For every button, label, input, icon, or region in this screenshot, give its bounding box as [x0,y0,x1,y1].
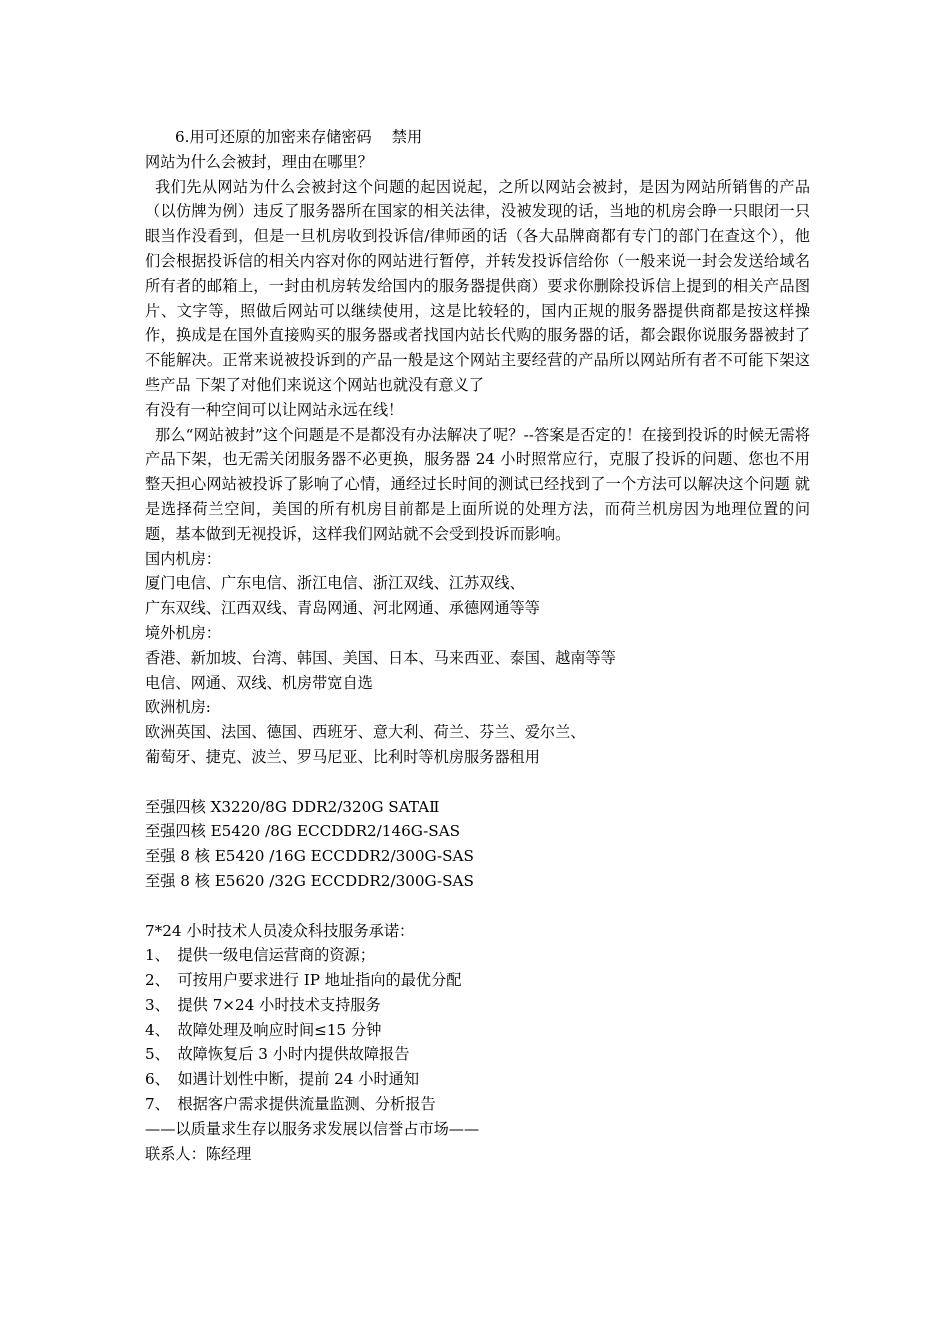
setting-line: 6.用可还原的加密来存储密码 禁用 [175,128,423,146]
domestic-datacenter-line: 广东双线、江西双线、青岛网通、河北网通、承德网通等等 [145,599,540,618]
service-promise-item: 1、 提供一级电信运营商的资源； [145,946,375,965]
slogan-line: ——以质量求生存以服务求发展以信誉占市场—— [145,1119,480,1138]
paragraph-why-blocked: 我们先从网站为什么会被封这个问题的起因说起，之所以网站会被封，是因为网站所销售的产品（以仿牌为例）违反了服务器所在国家的相关法律，没被发现的话，当地的机房会睁一只眼闭一只眼当作没看到，但是一旦机房收到投诉信/律师函的话（各大品牌商都有专门的部门在查这个），他们会根据投诉信的相关内容对你的网站进行暂停，并转发投诉信给你（一般来说一封会发送给域名所有者的邮箱上，一封由机房转发给国内的服务器提供商）要求你删除投诉信上提到的相关产品图片、文字等，照做后网站可以继续使用，这是比较轻的，国内正规的服务器提供商都是按这样操作，换成是在国外直接购买的服务器或者找国内站长代购的服务器的话，都会跟你说服务器被封了不能解决。正常来说被投诉到的产品一般是这个网站主要经营的产品所以网站所有者不可能下架这些产品 下架了对他们来说这个网站也就没有意义了 [145,177,810,394]
europe-datacenter-line: 葡萄牙、捷克、波兰、罗马尼亚、比利时等机房服务器租用 [145,747,540,766]
service-promise-item: 5、 故障恢复后 3 小时内提供故障报告 [145,1045,410,1064]
europe-datacenter-label: 欧洲机房: [145,698,211,717]
service-promise-item: 7、 根据客户需求提供流量监测、分析报告 [145,1095,436,1114]
server-spec-line: 至强四核 X3220/8G DDR2/320G SATAⅡ [145,797,440,816]
service-promise-item: 4、 故障处理及响应时间≤15 分钟 [145,1020,382,1039]
service-promise-item: 6、 如遇计划性中断，提前 24 小时通知 [145,1070,420,1089]
service-promise-item: 3、 提供 7×24 小时技术支持服务 [145,995,381,1014]
blank-line [145,770,810,795]
server-spec-line: 至强 8 核 E5620 /32G ECCDDR2/300G-SAS [145,871,474,890]
service-promise-title: 7*24 小时技术人员凌众科技服务承诺： [145,921,415,940]
server-spec-line: 至强四核 E5420 /8G ECCDDR2/146G-SAS [145,822,461,841]
section-title-why-blocked: 网站为什么会被封，理由在哪里？ [145,152,373,171]
paragraph-always-online: 那么“网站被封”这个问题是不是都没有办法解决了呢？--答案是否定的！在接到投诉的时候无需将产品下架，也无需关闭服务器不必更换，服务器 24 小时照常应行，克服了投诉的问题、您也不用整天担心网站被投诉了影响了心情，通经过长时间的测试已经找到了一个方法可以解决这个问题 就是选择荷兰空间，美国的所有机房目前都是上面所说的处理方法，而荷兰机房因为地理位置的问题，基本做到无视投诉，这样我们网站就不会受到投诉而影响。 [145,425,810,543]
europe-datacenter-line: 欧洲英国、法国、德国、西班牙、意大利、荷兰、芬兰、爱尔兰、 [145,723,586,742]
server-spec-line: 至强 8 核 E5420 /16G ECCDDR2/300G-SAS [145,847,474,866]
document-body [145,125,810,1166]
blank-line [145,894,810,919]
domestic-datacenter-label: 国内机房： [145,549,221,568]
service-promise-item: 2、 可按用户要求进行 IP 地址指向的最优分配 [145,971,462,990]
domestic-datacenter-line: 厦门电信、广东电信、浙江电信、浙江双线、江苏双线、 [145,574,525,593]
overseas-datacenter-line: 香港、新加坡、台湾、韩国、美国、日本、马来西亚、泰国、越南等等 [145,648,616,667]
contact-line: 联系人：陈经理 [145,1144,252,1163]
section-title-always-online: 有没有一种空间可以让网站永远在线！ [145,400,404,419]
overseas-datacenter-label: 境外机房： [145,623,221,642]
overseas-datacenter-line: 电信、网通、双线、机房带宽自选 [145,673,373,692]
